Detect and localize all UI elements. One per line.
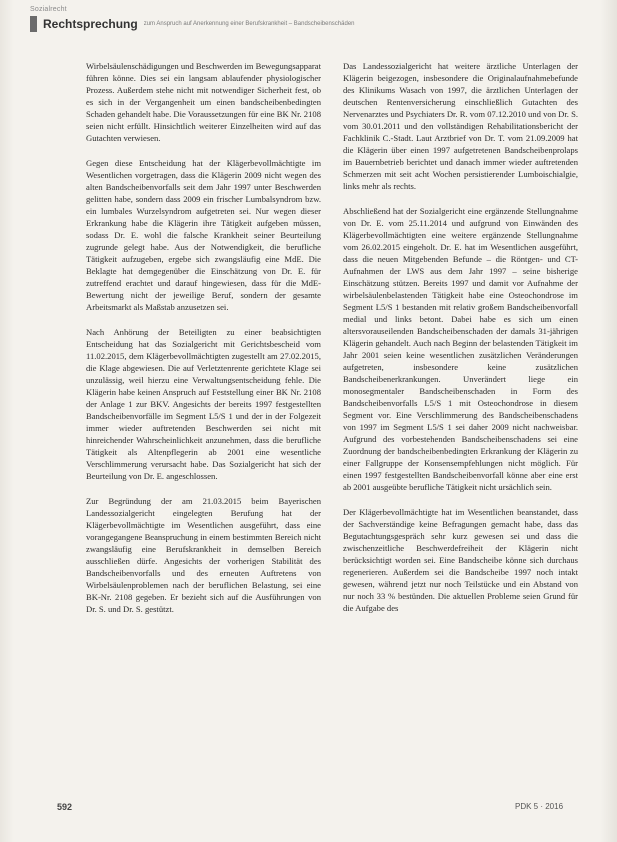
header-title: Rechtsprechung xyxy=(43,17,138,31)
paragraph: Der Klägerbevollmächtigte hat im Wesentlichen beanstandet, dass der Sachverständige keine Befragungen gemacht habe, dass das Begutachtungsgespräch sehr kurz gewesen sei und dass die zwischenzeitliche Beschwerdefreiheit der Klägerin nicht berücksichtigt worden sei. Eine Bandscheibe könne sich durchaus regenerieren. Außerdem sei die Bandscheibe 1997 noch intakt gewesen, während jetzt nur noch Teilstücke und ein Abstand von nur noch 33 % bestünden. Die aktuellen Probleme seien Grund für die Aufgabe des xyxy=(343,507,578,613)
paragraph: Abschließend hat der Sozialgericht eine ergänzende Stellungnahme von Dr. E. vom 25.11.2014 und aufgrund von Einwänden des Klägerbevollmächtigten eine weitere ergänzende Stellungnahme vom 26.02.2015 eingeholt. Dr. E. hat im Wesentlichen ausgeführt, dass die neuen Mitgebenden Befunde – die Röntgen- und CT-Aufnahmen der LWS aus dem Jahr 1997 – seine bisherige Einschätzung stützen. Bereits 1997 und damit vor Aufnahme der wirbelsäulenbelastenden Tätigkeit habe eine Osteochondrose im Segment L5/S 1 bestanden mit relativ großem Bandscheibenvorfall medial und links betont. Dabei habe es sich um einen altersvorauseilenden Bandscheibenschaden der damals 31-jährigen Klägerin gehandelt. Auch nach Beginn der belastenden Tätigkeit im Jahr 2001 seien keine wesentlichen zusätzlichen Veränderungen aufgetreten, insbesondere keine zusätzlichen Bandscheibenerkrankungen. Unverändert liege ein monosegmentaler Bandscheibenschaden in Form des Bandscheibenvorfalls L5/S 1 mit Osteochondrose in diesem Segment vor. Eine Verschlimmerung des Bandscheibenschadens von 1997 im Segment L5/S 1 sei daher 2009 nicht nachweisbar. Aufgrund des vorbestehenden Bandscheibenschadens sei eine Zuordnung der bandscheibenbedingten Erkrankung der Klägerin zu einer Fallgruppe der Konsensempfehlungen nicht möglich. Für einen 1997 festgestellten Bandscheibenvorfall könne aber eine erst ab 2001 ausgeübte berufliche Tätigkeit nicht ursächlich sein. xyxy=(343,206,578,492)
header-subtitle: zum Anspruch auf Anerkennung einer Berufskrankheit – Bandscheibenschäden xyxy=(143,21,355,27)
paragraph: Das Landessozialgericht hat weitere ärztliche Unterlagen der Klägerin beigezogen, insbesondere die Originalaufnahmebefunde des Klinikums Wasach von 1997, die ärztlichen Unterlagen der deutschen Rentenversicherung einschließlich Gutachten des Nervenarztes und Psychiaters Dr. R. vom 07.12.2010 und von Dr. S. vom 30.01.2011 und den vollständigen Rehabilitationsbericht der Fachklinik C.-Stadt. Laut Arztbrief von Dr. T. vom 21.09.2009 hat die Klägerin über einen 1997 aufgetretenen Bandscheibenprolaps im Bauernbetrieb berichtet und danach immer wieder auftretenden Schmerzen mit seit acht Wochen persistierender Lumboischialgie, links mehr als rechts. xyxy=(343,61,578,191)
paragraph: Wirbelsäulenschädigungen und Beschwerden im Bewegungsapparat führen könne. Dies sei ein langsam ablaufender physiologischer Prozess. Außerdem stehe nicht mit notwendiger Sicherheit fest, ob es sich in der Vergangenheit um einen bandscheibenbedingten Schaden gehandelt habe. Die Voraussetzungen für eine BK Nr. 2108 seien nicht erfüllt. Hinsichtlich weiterer Einzelheiten wird auf das Gutachten verwiesen. xyxy=(86,61,321,143)
issue-label: PDK 5 · 2016 xyxy=(515,802,564,811)
left-column xyxy=(86,60,321,628)
paragraph: Nach Anhörung der Beteiligten zu einer beabsichtigten Entscheidung hat das Sozialgericht mit Gerichtsbescheid vom 11.02.2015, dem Klägerbevollmächtigten zugestellt am 27.02.2015, die Klage abgewiesen. Die auf Verletztenrente gerichtete Klage sei unzulässig, weil hierzu eine Verwaltungsentscheidung fehle. Die Klägerin habe keinen Anspruch auf Feststellung einer BK Nr. 2108 der Anlage 1 zur BKV. Angesichts der bereits 1997 festgestellten Bandscheibenvorfälle im Segment L5/S 1 und der in der Folgezeit immer wieder auftretenden Beschwerden sei nicht mit hinreichender Wahrscheinlichkeit anzunehmen, dass die berufliche Tätigkeit als Altenpflegerin ab 2001 eine wesentliche Verschlimmerung verursacht habe. Das Sozialgericht hat sich der Beurteilung von Dr. E. angeschlossen. xyxy=(86,327,321,481)
section-label: Sozialrecht xyxy=(30,6,67,13)
right-column xyxy=(343,60,578,627)
paragraph: Gegen diese Entscheidung hat der Klägerbevollmächtigte im Wesentlichen vorgetragen, dass die Klägerin 2009 nicht wegen des alten Bandscheibenvorfalls seit dem Jahr 1997 unter Beschwerden gelitten habe, sondern dass 2009 ein frischer Lumbalsyndrom bzw. ein lumbales Wurzelsyndrom aufgetreten sei. Nur wegen dieser Erkrankung habe die Klägerin ihre Tätigkeit aufgeben müssen, sodass Dr. E. wohl die falsche Krankheit seiner Beurteilung zugrunde gelegt habe. Aus der Notwendigkeit, die berufliche Tätigkeit aufzugeben, ergebe sich zwangsläufig eine MdE. Die Beklagte hat demgegenüber die Einschätzung von Dr. E. für zutreffend erachtet und darauf hingewiesen, dass für die MdE-Bewertung nicht der jeweilige Beruf, sondern der gesamte Arbeitsmarkt als Maßstab anzusetzen sei. xyxy=(86,158,321,312)
running-header xyxy=(30,16,592,32)
paragraph: Zur Begründung der am 21.03.2015 beim Bayerischen Landessozialgericht eingelegten Berufung hat der Klägerbevollmächtigte im Wesentlichen ausgeführt, dass eine vorangegangene Beanspruchung in einem bestimmten Bereich nicht zwangsläufig eine Berufskrankheit in demselben Bereich ausschließen dürfe. Angesichts der vorherigen Stabilität des Bandscheibenvorfalls und des erneuten Auftretens von Wirbelsäulenproblemen nach der beruflichen Belastung, sei eine BK-Nr. 2108 gegeben. Er bezieht sich auf die Ausführungen von Dr. S. und Dr. S. gestützt. xyxy=(86,496,321,614)
page-number: 592 xyxy=(57,802,73,812)
